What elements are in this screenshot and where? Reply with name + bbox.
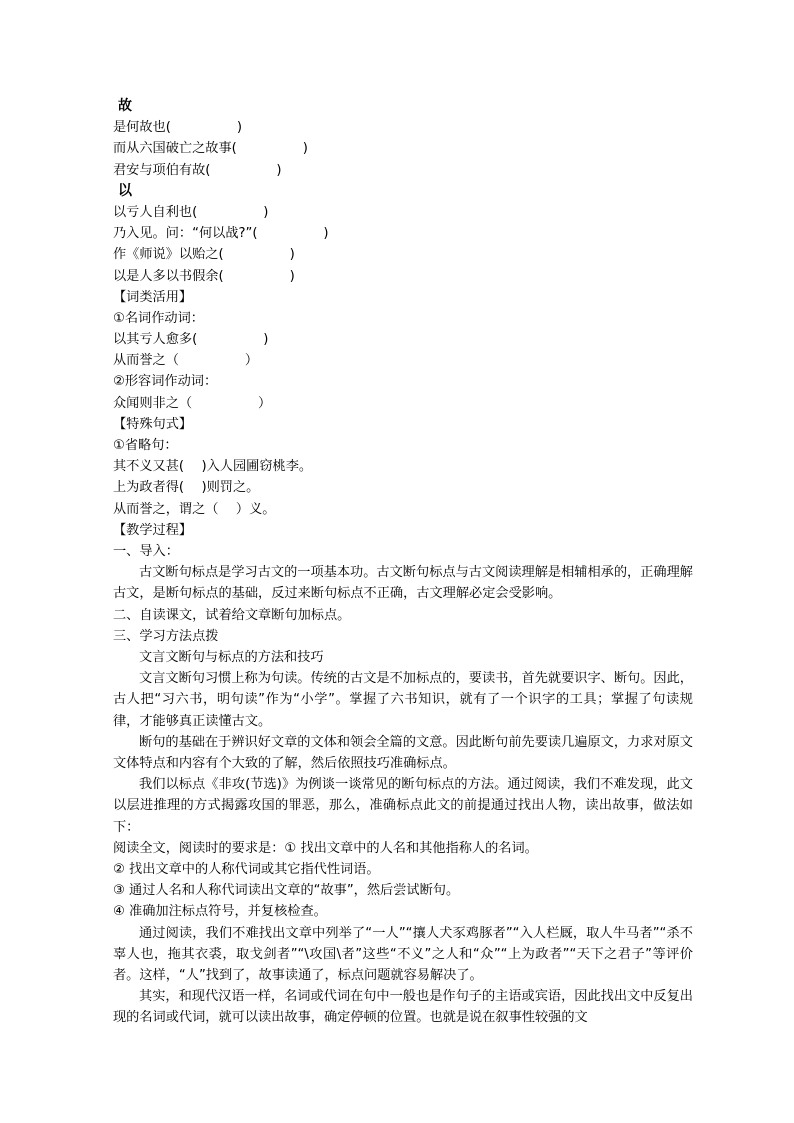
question-line: 以其亏人愈多( ) — [113, 332, 269, 348]
list-item: ② 找出文章中的人称代词或其它指代性词语。 — [113, 861, 380, 877]
question-line: 是何故也( ) — [113, 120, 242, 136]
question-line: 乃入见。问：“何以战?”( ) — [113, 226, 329, 242]
section-title-cilei: 【词类活用】 — [113, 289, 193, 305]
section-title-jiaoxue: 【教学过程】 — [113, 522, 193, 538]
question-line: 从而誉之（ ） — [113, 353, 259, 369]
list-item: ③ 通过人名和人称代词读出文章的“故事”，然后尝试断句。 — [113, 883, 460, 899]
heading-gu: 故 — [118, 98, 132, 114]
question-line: 而从六国破亡之故事( ) — [113, 141, 308, 157]
question-line: 作《师说》以贻之( ) — [113, 247, 295, 263]
subsection-title: ②形容词作动词： — [113, 374, 218, 390]
step-heading: 一、导入： — [113, 543, 179, 559]
list-item: ④ 准确加注标点符号，并复核检查。 — [113, 904, 327, 920]
step-heading: 三、学习方法点拨 — [113, 628, 219, 644]
question-line: 以亏人自利也( ) — [113, 204, 269, 220]
step-heading: 二、自读课文，试着给文章断句加标点。 — [113, 607, 351, 623]
heading-yi: 以 — [118, 182, 132, 199]
question-line: 君安与项伯有故( ) — [113, 162, 282, 178]
paragraph: 我们以标点《非攻(节选)》为例谈一谈常见的断句标点的方法。通过阅读，我们不难发现，此文以层进推理的方式揭露攻国的罪恶，那么，准确标点此文的前提通过找出人物，读出故事，做法如下： — [113, 777, 693, 835]
question-line: 上为政者得( )则罚之。 — [113, 480, 260, 496]
question-line: 以是人多以书假余( ) — [113, 268, 295, 284]
document-page — [113, 96, 693, 1029]
paragraph: 其实，和现代汉语一样，名词或代词在句中一般也是作句子的主语或宾语，因此找出文中反复出现的名词或代词，就可以读出故事，确定停顿的位置。也就是说在叙事性较强的文 — [113, 989, 693, 1026]
list-item: 阅读全文，阅读时的要求是：① 找出文章中的人名和其他指称人的名词。 — [113, 840, 538, 856]
question-line: 众闻则非之（ ） — [113, 395, 272, 411]
question-line: 从而誉之，谓之（ ）义。 — [113, 501, 276, 517]
paragraph: 文言文断句习惯上称为句读。传统的古文是不加标点的，要读书，首先就要识字、断句。因此，古人把“习六书，明句读”作为“小学”。掌握了六书知识，就有了一个识字的工具；掌握了句读规律，才能够真正读懂古文。 — [113, 671, 693, 729]
paragraph: 断句的基础在于辨识好文章的文体和领会全篇的文意。因此断句前先要读几遍原文，力求对原文文体特点和内容有个大致的了解，然后依照技巧准确标点。 — [113, 734, 693, 771]
question-line: 其不义又甚( )入人园圃窃桃李。 — [113, 459, 313, 475]
section-title-teshu: 【特殊句式】 — [113, 416, 193, 432]
method-title: 文言文断句与标点的方法和技巧 — [139, 649, 324, 665]
subsection-title: ①名词作动词： — [113, 310, 204, 326]
subsection-title: ①省略句： — [113, 438, 178, 453]
paragraph: 古文断句标点是学习古文的一项基本功。古文断句标点与古文阅读理解是相辅相承的，正确理解古文，是断句标点的基础，反过来断句标点不正确，古文理解必定会受影响。 — [113, 565, 693, 602]
paragraph: 通过阅读，我们不难找出文章中列举了“一人”“攘人犬豕鸡豚者”“入人栏厩，取人牛马者”“杀不辜人也，拖其衣裘，取戈剑者”“\攻国\者”这些“不义”之人和“众”“上为政者”“天下之君子”等评价者。这样，“人”找到了，故事读通了，标点问题就容易解决了。 — [113, 925, 693, 983]
